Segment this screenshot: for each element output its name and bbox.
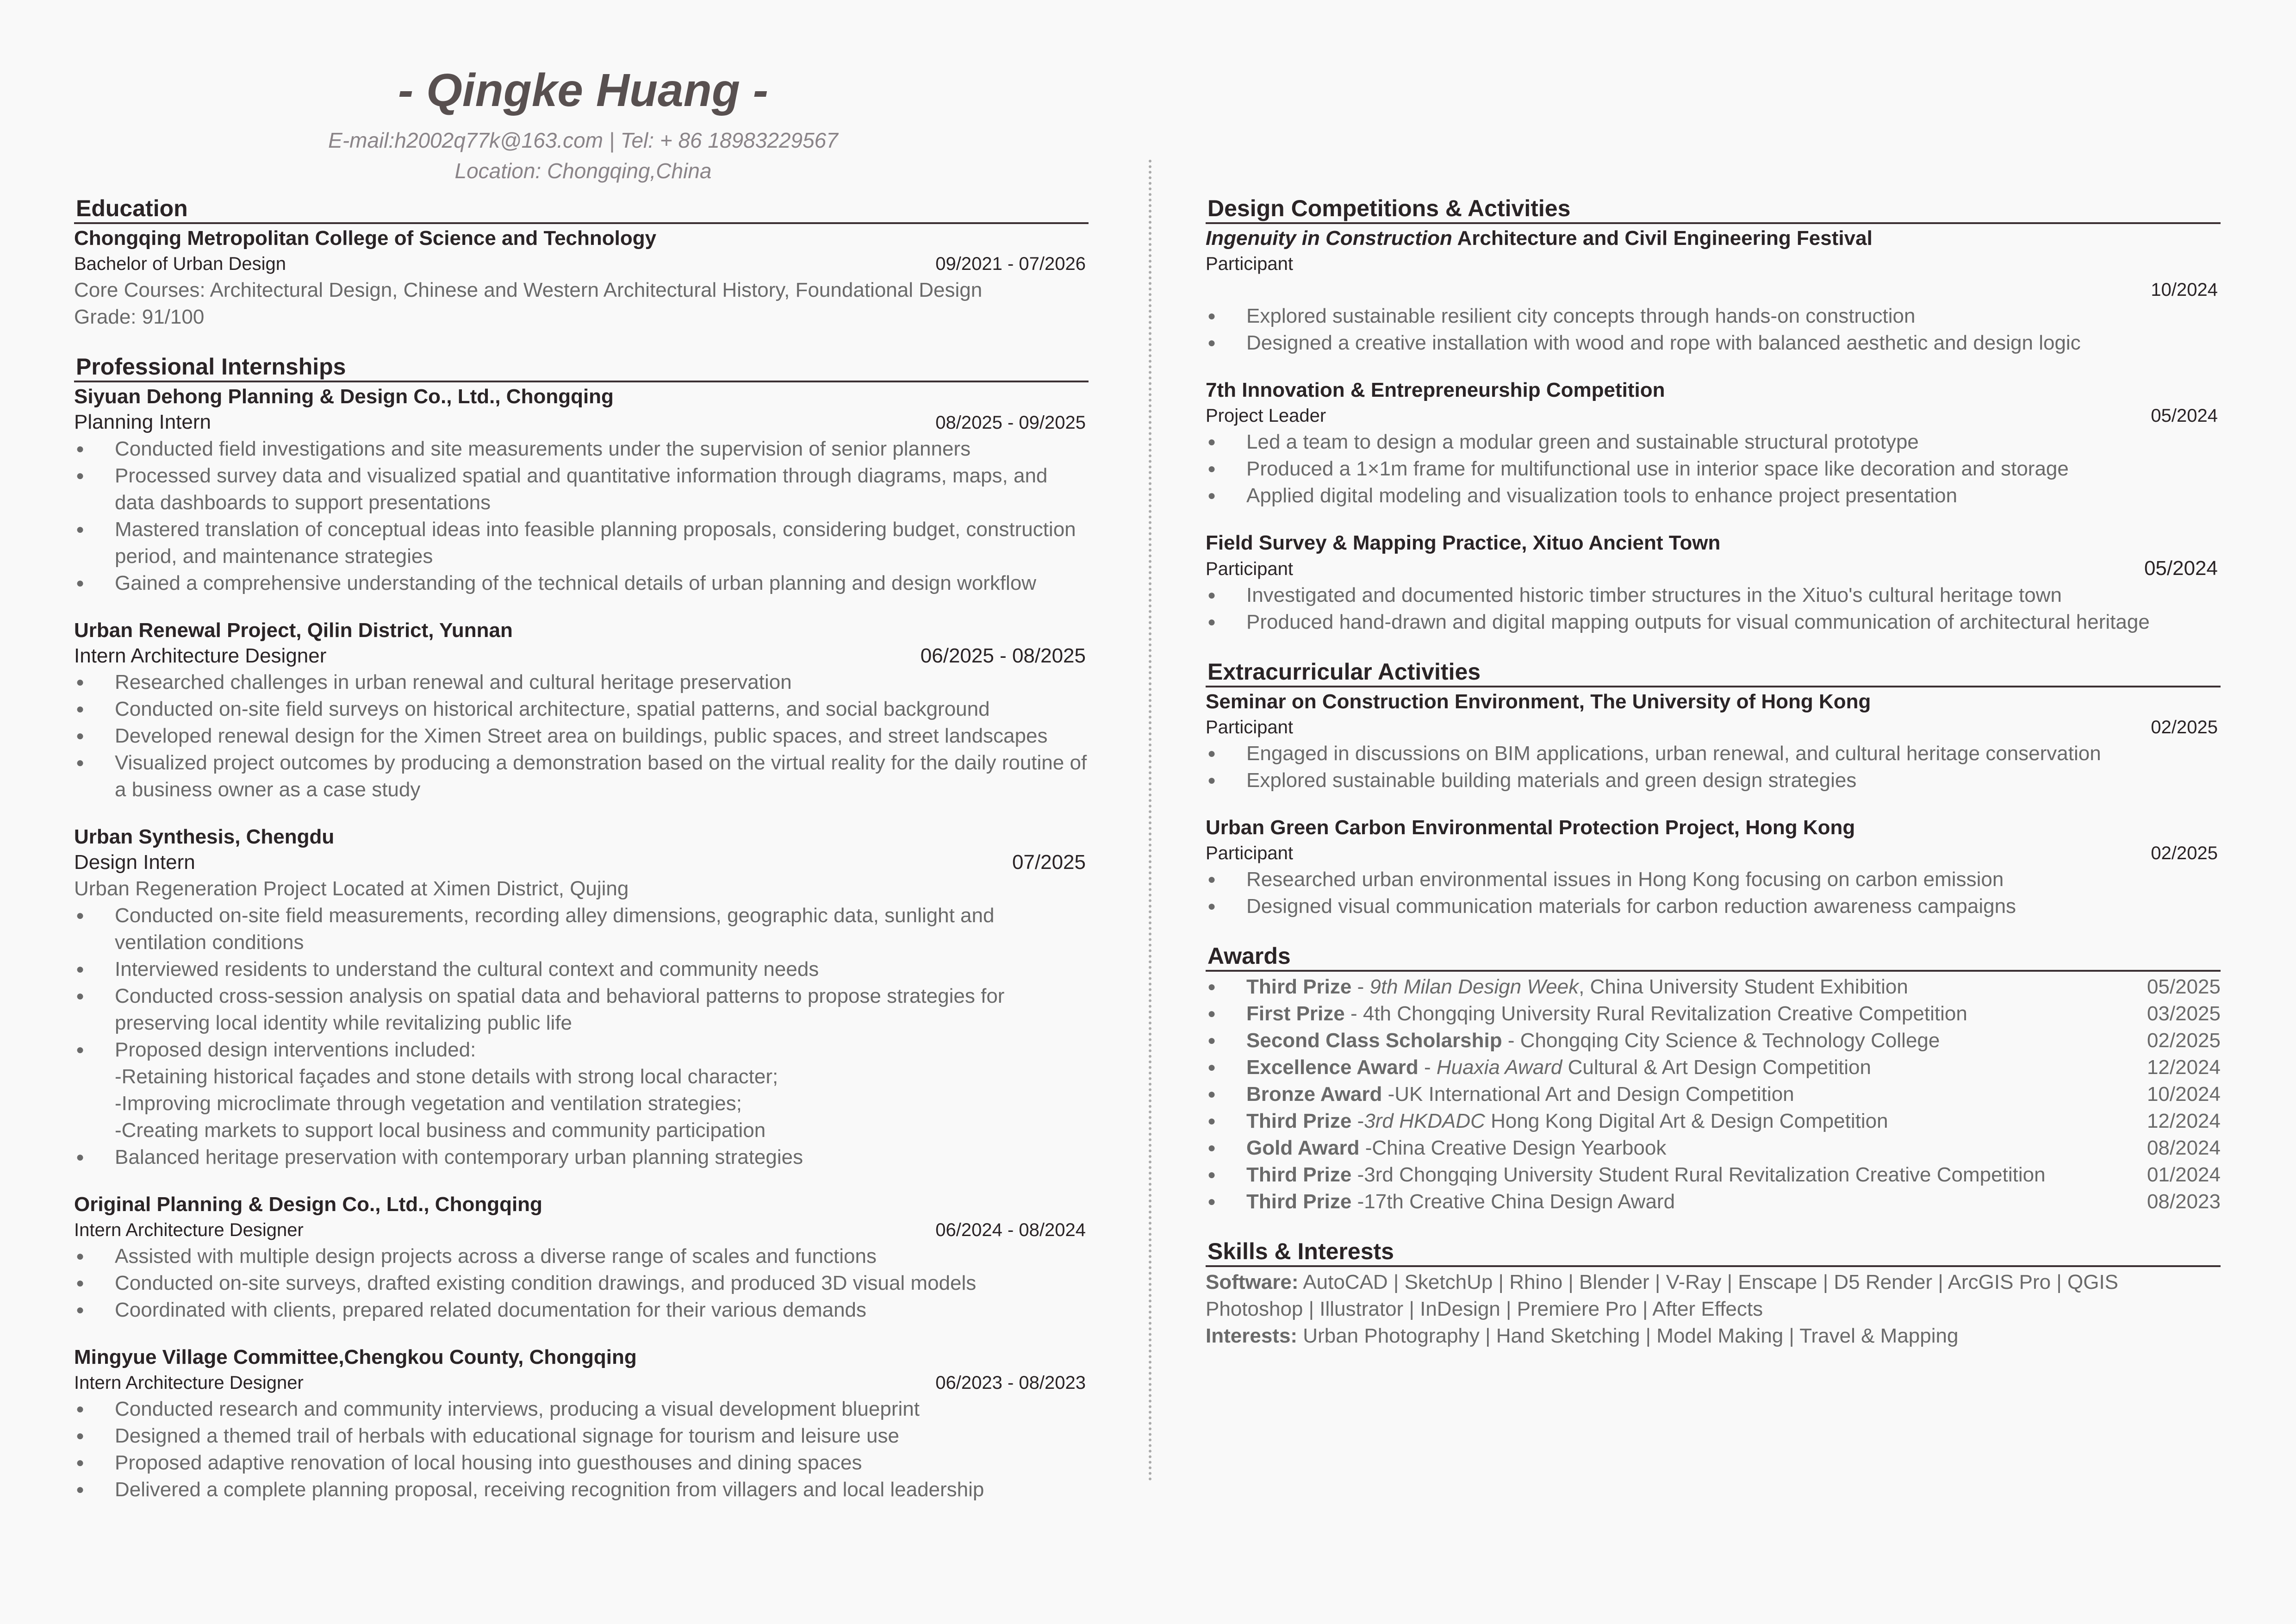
bullet-item: ● Visualized project outcomes by producing a demonstration based on the virtual reality for the daily routine of a business owner as a case study [74,750,1089,803]
bullet-list [74,1396,1089,1503]
award-desc: - Chongqing City Science & Technology College [1502,1029,1940,1052]
role-row [1206,403,2221,429]
bullet-list [1206,303,2221,356]
award-prize: Third Prize [1246,1110,1352,1132]
internship-entry [74,1192,1089,1324]
role-row [74,1217,1089,1243]
column-divider [1149,160,1151,1481]
award-desc-italic: 9th Milan Design Week [1369,975,1579,998]
date-range: 06/2023 - 08/2023 [935,1373,1086,1393]
bullet-item: ● Processed survey data and visualized spatial and quantitative information through diagrams, maps, and data dashboards to support presentations [74,462,1089,516]
award-desc-rest: Cultural & Art Design Competition [1562,1056,1871,1079]
software-label: Software: [1206,1271,1299,1293]
awards-section [1206,942,2221,1215]
bullet-item: ● Produced a 1×1m frame for multifunctional use in interior space like decoration and storage [1206,456,2221,482]
award-desc: - [1351,1110,1364,1132]
bullet-item: ● Researched challenges in urban renewal and cultural heritage preservation [74,669,1089,696]
award-desc: -3rd Chongqing University Student Rural Revitalization Creative Competition [1351,1163,2046,1186]
degree: Bachelor of Urban Design [74,254,286,274]
resume-header [74,56,1092,186]
award-prize: First Prize [1246,1002,1345,1025]
date: 10/2024 [2151,280,2218,300]
interests-list: Urban Photography | Hand Sketching | Model Making | Travel & Mapping [1297,1324,1959,1347]
bullet-item: ● Mastered translation of conceptual ideas into feasible planning proposals, considering budget, construction period, and maintenance strategies [74,516,1089,570]
award-desc: -China Creative Design Yearbook [1359,1137,1667,1159]
role: Participant [1206,559,1293,579]
bullet-item: ● Conducted on-site field measurements, recording alley dimensions, geographic data, sunlight and ventilation conditions [74,902,1089,956]
bullet-list [1206,740,2221,794]
bullet-list [1206,866,2221,920]
role-row [1206,714,2221,740]
award-prize: Bronze Award [1246,1083,1382,1106]
role-row [74,1370,1089,1396]
core-courses: Core Courses: Architectural Design, Chinese and Western Architectural History, Foundational Design [74,279,983,301]
bullet-list [1206,429,2221,509]
organization: Original Planning & Design Co., Ltd., Chongqing [74,1193,542,1216]
organization: Seminar on Construction Environment, The University of Hong Kong [1206,690,1871,713]
award-date: 02/2025 [2147,1029,2221,1052]
software-list: AutoCAD | SketchUp | Rhino | Blender | V-Ray | Enscape | D5 Render | ArcGIS Pro | QGIS Photoshop | Illustrator | InDesign | Premiere Pro | After Effects [1206,1271,2119,1320]
interests-label: Interests: [1206,1324,1298,1347]
date: 05/2024 [2144,557,2218,580]
bullet-item: ● Designed a creative installation with wood and rope with balanced aesthetic and design logic [1206,330,2221,356]
internship-entry [74,824,1089,1171]
right-column [1206,194,2221,1372]
competition-entry [1206,226,2221,356]
award-desc: - [1418,1056,1437,1079]
bullet-item: ● Applied digital modeling and visualization tools to enhance project presentation [1206,482,2221,509]
role-row [74,643,1089,669]
organization-rest: Architecture and Civil Engineering Festival [1452,227,1873,250]
role-row [1206,556,2221,582]
role: Planning Intern [74,411,211,433]
activity-entry [1206,689,2221,794]
organization-italic: Ingenuity in Construction [1206,227,1452,250]
contact-line: E-mail:h2002q77k@163.com | Tel: + 86 18983229567 [328,128,838,152]
extracurricular-section [1206,658,2221,920]
skills-section [1206,1237,2221,1349]
role: Design Intern [74,851,195,874]
bullet-item: ● Explored sustainable resilient city concepts through hands-on construction [1206,303,2221,330]
project-note: Urban Regeneration Project Located at Ximen District, Qujing [74,877,629,900]
section-title: Professional Internships [74,353,1089,382]
bullet-item: ● Conducted on-site field surveys on historical architecture, spatial patterns, and social background [74,696,1089,723]
award-desc: -UK International Art and Design Competition [1382,1083,1794,1106]
date-range: 06/2024 - 08/2024 [935,1220,1086,1240]
award-prize: Gold Award [1246,1137,1360,1159]
award-item [1206,1027,2221,1054]
bullet-item: ● Explored sustainable building materials and green design strategies [1206,767,2221,794]
award-item [1206,1081,2221,1108]
award-desc-italic: Huaxia Award [1436,1056,1562,1079]
award-desc: - [1351,975,1370,998]
role-row [1206,840,2221,866]
award-date: 12/2024 [2147,1056,2221,1079]
award-date: 01/2024 [2147,1163,2221,1186]
bullet-item: ● Conducted research and community interviews, producing a visual development blueprint [74,1396,1089,1423]
awards-list [1206,974,2221,1215]
date: 02/2025 [2151,843,2218,863]
date-row [1206,277,2221,303]
internships-section [74,353,1089,1503]
bullet-item: ● Conducted cross-session analysis on spatial data and behavioral patterns to propose strategies for preserving local identity while revitalizing public life [74,983,1089,1037]
bullet-item: ● Conducted field investigations and site measurements under the supervision of senior planners [74,436,1089,462]
bullet-item: ● Investigated and documented historic timber structures in the Xituo's cultural heritage town [1206,582,2221,609]
bullet-item: ● Coordinated with clients, prepared related documentation for their various demands [74,1297,1089,1324]
bullet-item: ● Proposed adaptive renovation of local housing into guesthouses and dining spaces [74,1449,1089,1476]
award-prize: Third Prize [1246,1190,1352,1213]
award-item [1206,1188,2221,1215]
role: Project Leader [1206,406,1326,426]
grade: Grade: 91/100 [74,306,205,328]
bullet-item: ● Researched urban environmental issues in Hong Kong focusing on carbon emission [1206,866,2221,893]
bullet-item: ● Designed visual communication materials for carbon reduction awareness campaigns [1206,893,2221,920]
date: 02/2025 [2151,717,2218,737]
bullet-item: ● Gained a comprehensive understanding of the technical details of urban planning and design workflow [74,570,1089,597]
award-date: 12/2024 [2147,1110,2221,1132]
award-item [1206,974,2221,1000]
competition-entry [1206,378,2221,509]
award-date: 08/2023 [2147,1190,2221,1213]
section-title: Extracurricular Activities [1206,658,2221,687]
bullet-item: ● Balanced heritage preservation with contemporary urban planning strategies [74,1144,1089,1171]
bullet-list [74,902,1089,1063]
award-item [1206,1000,2221,1027]
date-range: 06/2025 - 08/2025 [920,644,1086,667]
bullet-list [1206,582,2221,636]
bullet-list [74,1243,1089,1324]
award-desc: -17th Creative China Design Award [1351,1190,1675,1213]
sub-item: -Retaining historical façades and stone details with strong local character; [115,1065,778,1088]
interests-line [1206,1323,2221,1349]
award-item [1206,1054,2221,1081]
organization: Siyuan Dehong Planning & Design Co., Ltd., Chongqing [74,385,614,408]
organization: Urban Renewal Project, Qilin District, Yunnan [74,619,513,642]
role: Intern Architecture Designer [74,1373,304,1393]
role-row [1206,251,2221,277]
competition-entry [1206,531,2221,636]
award-desc: - 4th Chongqing University Rural Revitalization Creative Competition [1344,1002,1967,1025]
bullet-list [74,436,1089,597]
role: Intern Architecture Designer [74,644,327,667]
bullet-item: ● Interviewed residents to understand the cultural context and community needs [74,956,1089,983]
bullet-item: ● Conducted on-site surveys, drafted existing condition drawings, and produced 3D visual models [74,1270,1089,1297]
organization: Urban Green Carbon Environmental Protection Project, Hong Kong [1206,816,1855,839]
internship-entry [74,1345,1089,1503]
software-line [1206,1269,2221,1323]
bullet-list [74,1144,1089,1171]
award-desc-rest: , China University Student Exhibition [1579,975,1908,998]
award-desc-italic: 3rd HKDADC [1364,1110,1485,1132]
internship-entry [74,618,1089,803]
award-date: 10/2024 [2147,1083,2221,1106]
award-item [1206,1162,2221,1188]
role-row [74,849,1089,875]
location-line: Location: Chongqing,China [454,159,712,183]
award-prize: Second Class Scholarship [1246,1029,1502,1052]
competitions-section [1206,194,2221,636]
organization: Urban Synthesis, Chengdu [74,825,335,848]
bullet-item: ● Engaged in discussions on BIM applications, urban renewal, and cultural heritage conservation [1206,740,2221,767]
date: 05/2024 [2151,406,2218,426]
bullet-item: ● Produced hand-drawn and digital mapping outputs for visual communication of architectural heritage [1206,609,2221,636]
award-item [1206,1135,2221,1162]
section-title: Education [74,194,1089,224]
bullet-item: ● Assisted with multiple design projects across a diverse range of scales and functions [74,1243,1089,1270]
bullet-item: ● Delivered a complete planning proposal, receiving recognition from villagers and local leadership [74,1476,1089,1503]
award-item [1206,1108,2221,1135]
bullet-item: ● Led a team to design a modular green and sustainable structural prototype [1206,429,2221,456]
award-date: 03/2025 [2147,1002,2221,1025]
role-row [74,409,1089,436]
organization [1206,226,2221,251]
award-prize: Third Prize [1246,1163,1352,1186]
internship-entry [74,384,1089,597]
role: Participant [1206,254,1293,274]
section-title: Awards [1206,942,2221,972]
candidate-name: - Qingke Huang - [398,64,768,116]
organization: Mingyue Village Committee,Chengkou County, Chongqing [74,1346,637,1368]
bullet-item: ● Developed renewal design for the Ximen Street area on buildings, public spaces, and street landscapes [74,723,1089,750]
role: Intern Architecture Designer [74,1220,304,1240]
role: Participant [1206,843,1293,863]
award-prize: Third Prize [1246,975,1352,998]
school-name: Chongqing Metropolitan College of Science and Technology [74,227,657,250]
bullet-list [74,669,1089,803]
award-desc-rest: Hong Kong Digital Art & Design Competition [1485,1110,1888,1132]
date-range: 08/2025 - 09/2025 [935,412,1086,433]
sub-item: -Creating markets to support local business and community participation [115,1119,766,1142]
award-date: 08/2024 [2147,1137,2221,1159]
degree-row [74,251,1089,277]
section-title: Skills & Interests [1206,1237,2221,1267]
award-prize: Excellence Award [1246,1056,1419,1079]
bullet-item: ● Proposed design interventions included: [74,1037,1089,1063]
date-range: 09/2021 - 07/2026 [935,254,1086,274]
education-section [74,194,1089,331]
date-range: 07/2025 [1012,851,1086,874]
award-date: 05/2025 [2147,975,2221,998]
role: Participant [1206,717,1293,737]
organization: 7th Innovation & Entrepreneurship Competition [1206,379,1665,401]
bullet-item: ● Designed a themed trail of herbals with educational signage for tourism and leisure use [74,1423,1089,1449]
sub-item: -Improving microclimate through vegetation and ventilation strategies; [115,1092,742,1115]
section-title: Design Competitions & Activities [1206,194,2221,224]
organization: Field Survey & Mapping Practice, Xituo Ancient Town [1206,531,1721,554]
activity-entry [1206,815,2221,920]
left-column [74,194,1089,1525]
